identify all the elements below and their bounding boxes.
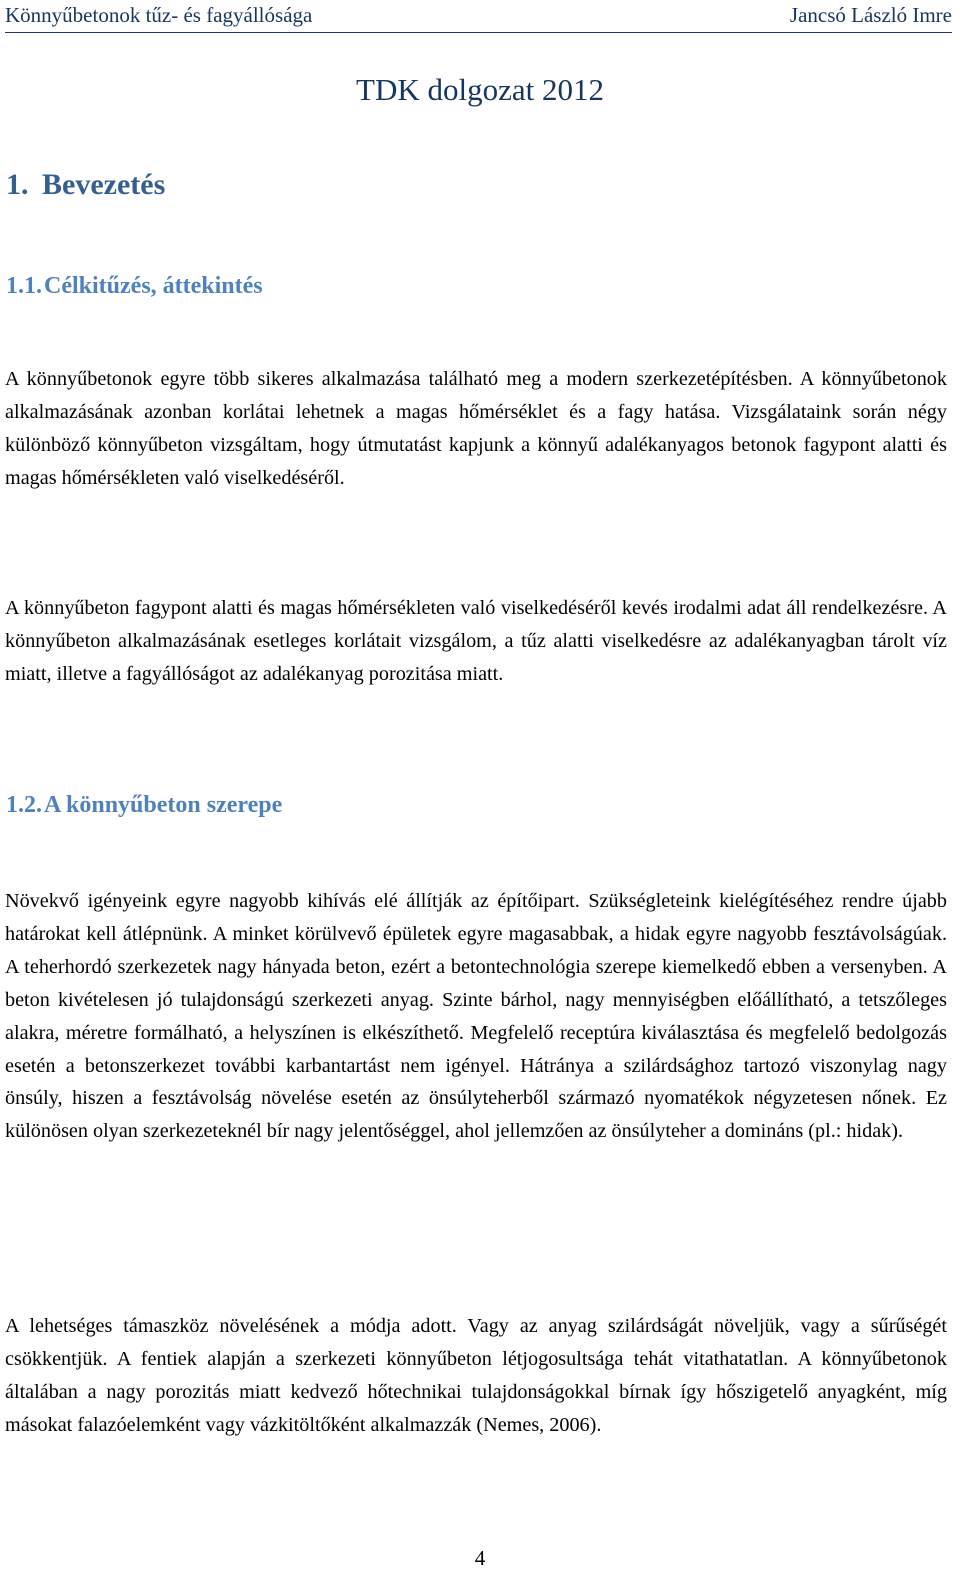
page-number: 4 (474, 1546, 486, 1570)
paragraph: A könnyűbetonok egyre több sikeres alkalmazása található meg a modern szerkezetépítésben. A könnyűbetonok alkalmazásának azonban korlátai lehetnek a magas hőmérséklet és a fagy hatása. Vizsgálataink során négy különböző könnyűbeton vizsgáltam, hogy útmutatást kapjunk a könnyű adalékanyagos betonok fagypont alatti és magas hőmérsékleten való viselkedéséről. (5, 368, 947, 489)
heading-text: A könnyűbeton szerepe (44, 792, 283, 818)
document-title: TDK dolgozat 2012 (356, 72, 604, 107)
heading-text: Célkitűzés, áttekintés (44, 273, 263, 299)
paragraph: A könnyűbeton fagypont alatti és magas hőmérsékleten való viselkedéséről kevés irodalmi adat áll rendelkezésre. A könnyűbeton alkalmazásának esetleges korlátait vizsgálom, a tűz alatti viselkedésre az adalékanyagban tárolt víz miatt, illetve a fagyállóságot az adalékanyag porozitása miatt. (5, 597, 947, 685)
paragraph: A lehetséges támaszköz növelésének a módja adott. Vagy az anyag szilárdságát növeljük, vagy a sűrűségét csökkentjük. A fentiek alapján a szerkezeti könnyűbeton létjogosultsága tehát vitathatatlan. A könnyűbetonok általában a nagy porozitás miatt kedvező hőtechnikai tulajdonságokkal bírnak így hőszigetelő anyagként, míg másokat falazóelemként vagy vázkitöltőként alkalmazzák (Nemes, 2006). (5, 1315, 947, 1436)
header-title: Könnyűbetonok tűz- és fagyállósága (5, 3, 313, 27)
header-author: Jancsó László Imre (789, 3, 952, 27)
heading-section-1-2 (6, 789, 282, 821)
running-header (5, 2, 952, 33)
heading-number: 1. (6, 168, 29, 201)
heading-number: 1.2. (6, 792, 42, 818)
heading-number: 1.1. (6, 273, 42, 299)
heading-text: Bevezetés (42, 168, 166, 201)
heading-section-1 (6, 165, 165, 205)
paragraph: Növekvő igényeink egyre nagyobb kihívás elé állítják az építőipart. Szükségleteink kielégítéséhez rendre újabb határokat kell átlépnünk. A minket körülvevő épületek egyre magasabbak, a hidak egyre nagyobb fesztávolságúak. A teherhordó szerkezetek nagy hányada beton, ezért a betontechnológia szerepe kiemelkedő ebben a versenyben. A beton kivételesen jó tulajdonságú szerkezeti anyag. Szinte bárhol, nagy mennyiségben előállítható, a tetszőleges alakra, méretre formálható, a helyszínen is elkészíthető. Megfelelő receptúra kiválasztása és megfelelő bedolgozás esetén a betonszerkezet további karbantartást nem igényel. Hátránya a szilárdsághoz tartozó viszonylag nagy önsúly, hiszen a fesztávolság növelése esetén az önsúlyteherből származó nyomatékok négyzetesen nőnek. Ez különösen olyan szerkezeteknél bír nagy jelentőséggel, ahol jellemzően az önsúlyteher a domináns (pl.: hidak). (5, 890, 947, 1143)
heading-section-1-1 (6, 270, 263, 302)
